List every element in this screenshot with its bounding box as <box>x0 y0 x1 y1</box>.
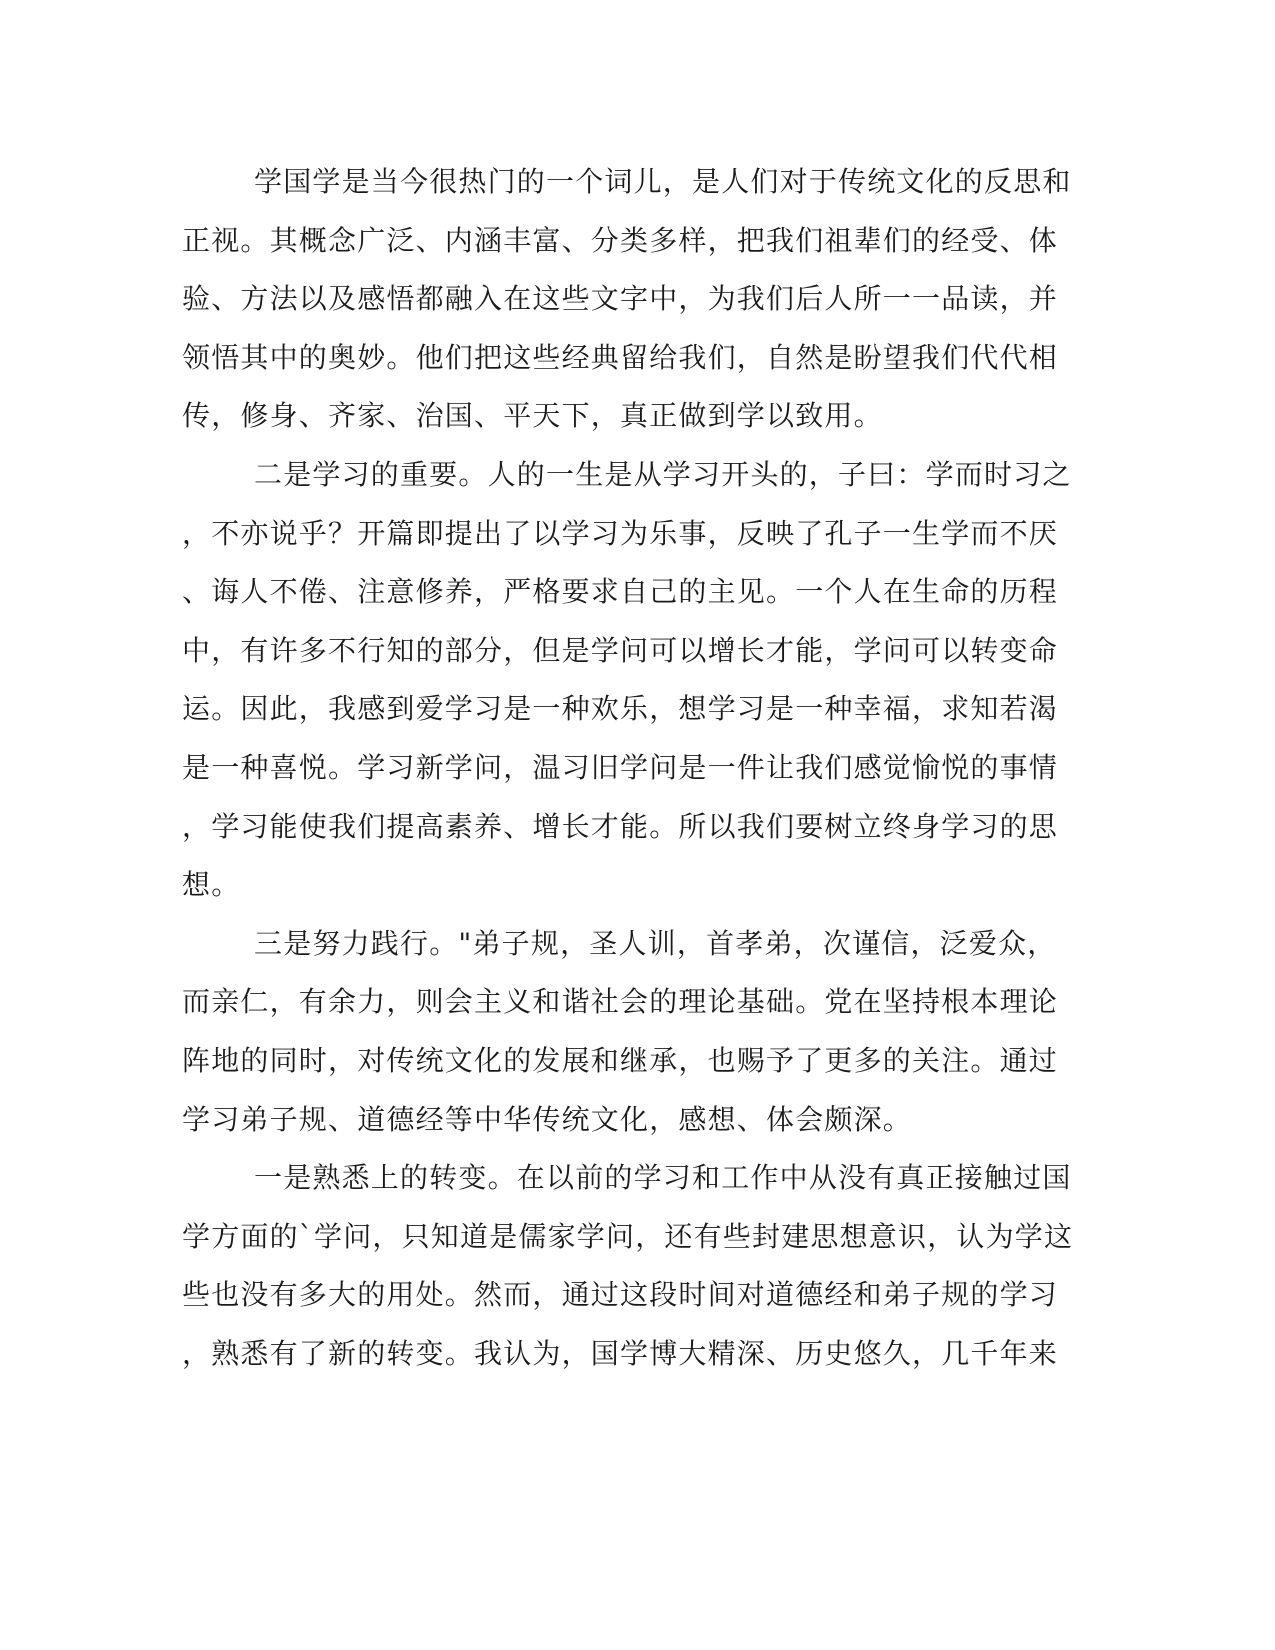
text-line: 想。 <box>182 868 241 902</box>
text-line: 、诲人不倦、注意修养，严格要求自己的主见。一个人在生命的历程 <box>182 575 1059 609</box>
text-line: 阵地的同时，对传统文化的发展和继承，也赐予了更多的关注。通过 <box>182 1043 1059 1077</box>
text-line: 领悟其中的奥妙。他们把这些经典留给我们，自然是盼望我们代代相 <box>182 340 1059 374</box>
text-line: 运。因此，我感到爱学习是一种欢乐，想学习是一种幸福，求知若渴 <box>182 692 1059 726</box>
text-line: 正视。其概念广泛、内涵丰富、分类多样，把我们祖辈们的经受、体 <box>182 223 1059 257</box>
text-line: 一是熟悉上的转变。在以前的学习和工作中从没有真正接触过国 <box>254 1161 1072 1195</box>
text-line: 而亲仁，有余力，则会主义和谐社会的理论基础。党在坚持根本理论 <box>182 985 1059 1019</box>
text-line: 学国学是当今很热门的一个词儿，是人们对于传统文化的反思和 <box>254 165 1072 198</box>
text-line: 二是学习的重要。人的一生是从学习开头的，子曰：学而时习之 <box>254 457 1072 491</box>
text-line: 传，修身、齐家、治国、平天下，真正做到学以致用。 <box>182 399 883 433</box>
text-line: 学习弟子规、道德经等中华传统文化，感想、体会颇深。 <box>182 1102 913 1136</box>
text-line: 三是努力践行。"弟子规，圣人训，首孝弟，次谨信，泛爱众， <box>254 926 1057 960</box>
text-line: 些也没有多大的用处。然而，通过这段时间对道德经和弟子规的学习 <box>182 1278 1059 1312</box>
text-line: 学方面的`学问，只知道是儒家学问，还有些封建思想意识，认为学这 <box>182 1219 1074 1253</box>
text-line: ，不亦说乎？开篇即提出了以学习为乐事，反映了孔子一生学而不厌 <box>182 516 1059 550</box>
document-body <box>182 162 1074 1392</box>
text-line: 中，有许多不行知的部分，但是学问可以增长才能，学问可以转变命 <box>182 633 1059 667</box>
text-line: 是一种喜悦。学习新学问，温习旧学问是一件让我们感觉愉悦的事情 <box>182 750 1059 784</box>
text-line: 验、方法以及感悟都融入在这些文字中，为我们后人所一一品读，并 <box>182 282 1059 316</box>
text-line: ，熟悉有了新的转变。我认为，国学博大精深、历史悠久，几千年来 <box>182 1336 1059 1370</box>
text-line: ，学习能使我们提高素养、增长才能。所以我们要树立终身学习的思 <box>182 809 1059 843</box>
